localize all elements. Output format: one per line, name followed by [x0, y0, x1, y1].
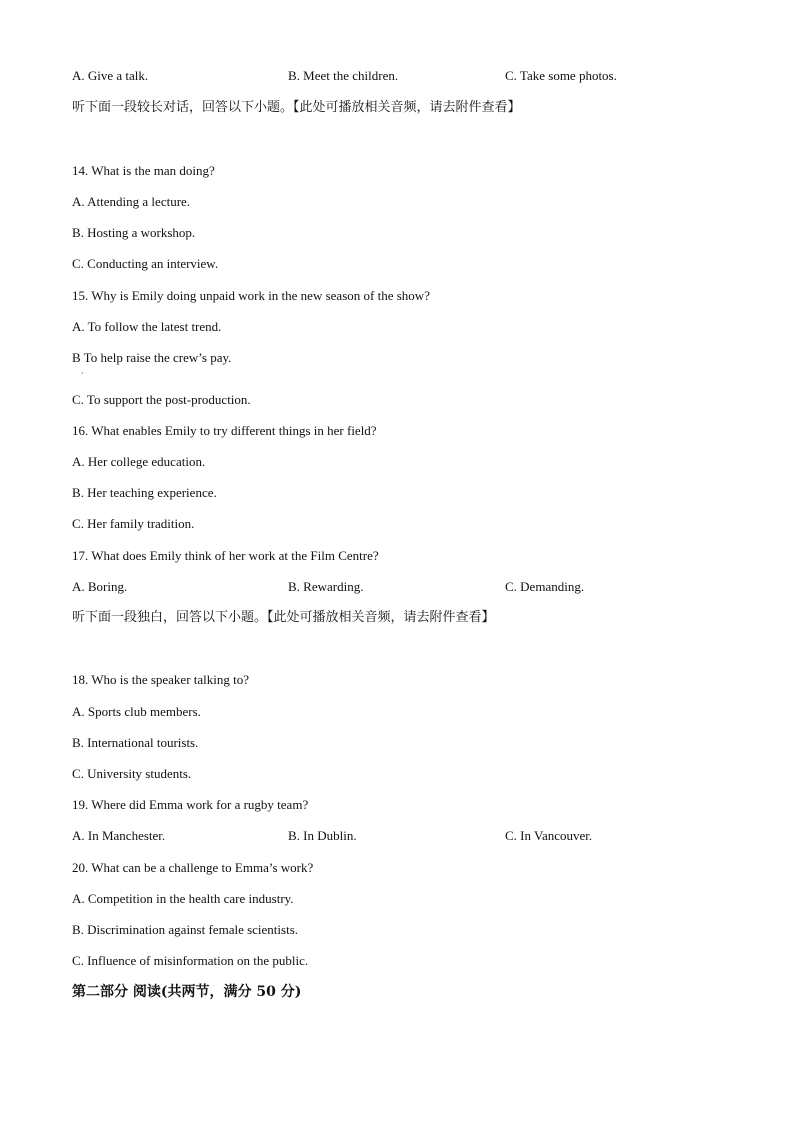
q18-question: 18. Who is the speaker talking to?: [72, 672, 250, 687]
q17-option-c: C. Demanding.: [505, 579, 585, 594]
q16-option-b: B. Her teaching experience.: [72, 485, 217, 500]
instruction-long-dialogue: 听下面一段较长对话，回答以下小题。【此处可播放相关音频，请去附件查看】: [72, 100, 521, 115]
q13-option-a: A. Give a talk.: [72, 68, 149, 83]
q16-option-a: A. Her college education.: [72, 454, 206, 469]
q20-option-a: A. Competition in the health care industry.: [72, 891, 294, 906]
q13-options: [72, 68, 722, 84]
q17-option-b: B. Rewarding.: [288, 579, 364, 594]
q14-option-c: C. Conducting an interview.: [72, 256, 219, 271]
q14-option-a: A. Attending a lecture.: [72, 194, 191, 209]
q14-question: 14. What is the man doing?: [72, 163, 215, 178]
q20-question: 20. What can be a challenge to Emma’s work?: [72, 860, 314, 875]
q19-options: [72, 828, 722, 844]
q17-option-a: A. Boring.: [72, 579, 128, 594]
q16-question: 16. What enables Emily to try different things in her field?: [72, 423, 377, 438]
q15-option-a: A. To follow the latest trend.: [72, 319, 222, 334]
section-heading: 第二部分 阅读(共两节，满分 50 分): [72, 984, 302, 1000]
q19-option-b: B. In Dublin.: [288, 828, 357, 843]
instruction-monologue: 听下面一段独白，回答以下小题。【此处可播放相关音频，请去附件查看】: [72, 610, 495, 625]
q19-option-a: A. In Manchester.: [72, 828, 166, 843]
q18-option-a: A. Sports club members.: [72, 704, 201, 719]
q15-question: 15. Why is Emily doing unpaid work in the new season of the show?: [72, 288, 430, 303]
q13-option-c: C. Take some photos.: [505, 68, 617, 83]
q17-options: [72, 579, 722, 595]
q16-option-c: C. Her family tradition.: [72, 516, 195, 531]
q17-question: 17. What does Emily think of her work at the Film Centre?: [72, 548, 379, 563]
q14-option-b: B. Hosting a workshop.: [72, 225, 196, 240]
q15-option-b: B To help raise the crew’s pay.: [72, 350, 232, 365]
q19-option-c: C. In Vancouver.: [505, 828, 593, 843]
q20-option-c: C. Influence of misinformation on the public.: [72, 953, 309, 968]
q18-option-b: B. International tourists.: [72, 735, 199, 750]
stray-dot: ·: [81, 369, 84, 378]
q18-option-c: C. University students.: [72, 766, 192, 781]
q19-question: 19. Where did Emma work for a rugby team?: [72, 797, 309, 812]
q13-option-b: B. Meet the children.: [288, 68, 399, 83]
q20-option-b: B. Discrimination against female scientists.: [72, 922, 299, 937]
q15-option-c: C. To support the post-production.: [72, 392, 251, 407]
